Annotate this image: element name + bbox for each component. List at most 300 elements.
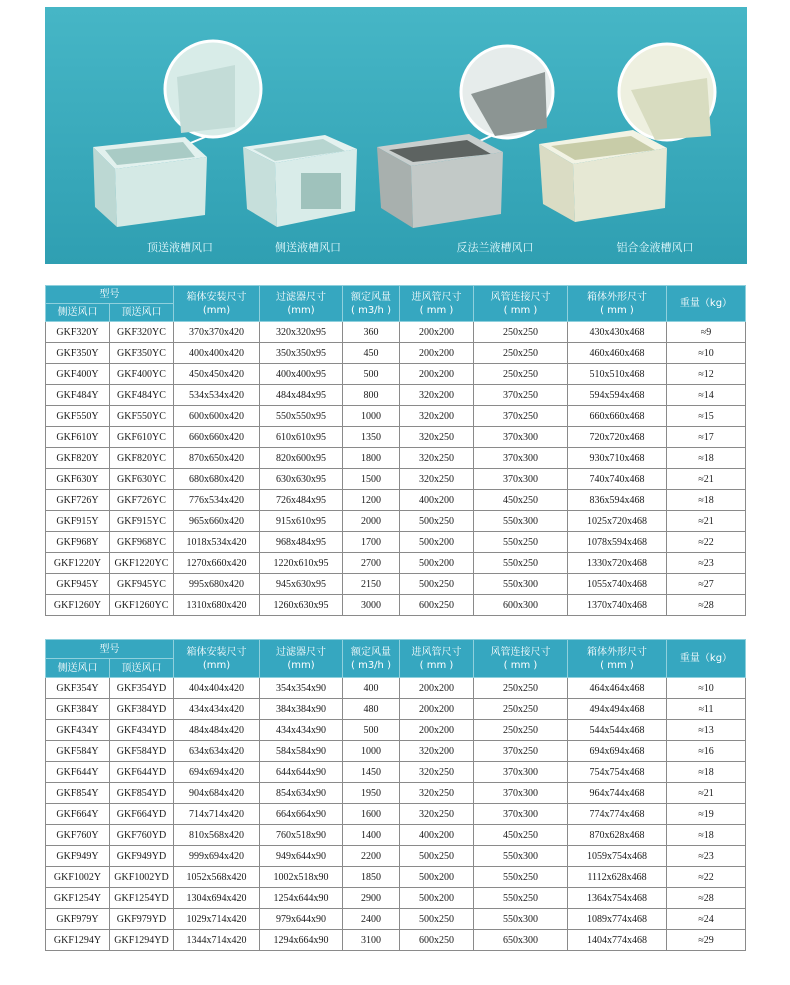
table-cell: 320x250: [400, 469, 474, 490]
table-cell: 600x600x420: [174, 406, 260, 427]
table-cell: GKF434YD: [110, 720, 174, 741]
table-cell: 500x200: [400, 532, 474, 553]
table-cell: 320x250: [400, 427, 474, 448]
table-cell: GKF664Y: [46, 804, 110, 825]
table-cell: 200x200: [400, 364, 474, 385]
table-cell: ≈19: [667, 804, 746, 825]
table-cell: 3000: [343, 595, 400, 616]
table-cell: 836x594x468: [568, 490, 667, 511]
table-cell: 400x200: [400, 825, 474, 846]
table-cell: GKF1260YC: [110, 595, 174, 616]
table-cell: 820x600x95: [260, 448, 343, 469]
table-cell: 400: [343, 678, 400, 699]
header-model: 型号: [46, 286, 174, 304]
table-cell: GKF968Y: [46, 532, 110, 553]
table-cell: 500x200: [400, 888, 474, 909]
table-cell: 1400: [343, 825, 400, 846]
table-cell: GKF610Y: [46, 427, 110, 448]
table-cell: GKF584YD: [110, 741, 174, 762]
table-cell: 644x644x90: [260, 762, 343, 783]
table-cell: 250x250: [474, 720, 568, 741]
table-cell: ≈29: [667, 930, 746, 951]
table-cell: GKF1254Y: [46, 888, 110, 909]
header-side: 侧送风口: [46, 659, 110, 678]
table-cell: GKF664YD: [110, 804, 174, 825]
header-model: 型号: [46, 640, 174, 659]
table-cell: 550x300: [474, 574, 568, 595]
header-filter: 过滤器尺寸 (mm): [260, 286, 343, 322]
table-cell: GKF484YC: [110, 385, 174, 406]
table-cell: 1310x680x420: [174, 595, 260, 616]
table-row: [46, 804, 746, 825]
table-cell: 370x300: [474, 448, 568, 469]
table-cell: GKF1254YD: [110, 888, 174, 909]
table-cell: 1330x720x468: [568, 553, 667, 574]
table-cell: 500x250: [400, 574, 474, 595]
table-cell: 800: [343, 385, 400, 406]
table-cell: 740x740x468: [568, 469, 667, 490]
table-cell: 584x584x90: [260, 741, 343, 762]
table-cell: 1000: [343, 741, 400, 762]
table-cell: 1059x754x468: [568, 846, 667, 867]
table-cell: 630x630x95: [260, 469, 343, 490]
table-row: [46, 511, 746, 532]
table-cell: ≈28: [667, 888, 746, 909]
table-cell: 1000: [343, 406, 400, 427]
table-cell: ≈15: [667, 406, 746, 427]
table-cell: ≈18: [667, 825, 746, 846]
table-cell: 404x404x420: [174, 678, 260, 699]
table-cell: 1270x660x420: [174, 553, 260, 574]
spec-table-1-body: [46, 322, 746, 616]
table-cell: 320x320x95: [260, 322, 343, 343]
table-row: [46, 343, 746, 364]
table-cell: 250x250: [474, 322, 568, 343]
table-cell: 550x250: [474, 532, 568, 553]
table-cell: ≈18: [667, 448, 746, 469]
table-cell: 500: [343, 720, 400, 741]
table-cell: 1254x644x90: [260, 888, 343, 909]
table-cell: GKF854Y: [46, 783, 110, 804]
table-cell: 500x250: [400, 846, 474, 867]
spec-table-1: [45, 285, 746, 616]
table-cell: GKF434Y: [46, 720, 110, 741]
table-cell: 1364x754x468: [568, 888, 667, 909]
table-cell: 450x450x420: [174, 364, 260, 385]
table-cell: 450x250: [474, 490, 568, 511]
table-cell: GKF1294Y: [46, 930, 110, 951]
product-image-aluminium: [535, 32, 735, 232]
table-cell: 200x200: [400, 699, 474, 720]
table-cell: 430x430x468: [568, 322, 667, 343]
table-cell: 694x694x420: [174, 762, 260, 783]
table-cell: GKF854YD: [110, 783, 174, 804]
caption-top-supply: 顶送液槽风口: [147, 241, 213, 254]
table-cell: 904x684x420: [174, 783, 260, 804]
table-cell: 2000: [343, 511, 400, 532]
table-cell: 500x250: [400, 909, 474, 930]
table-cell: 550x250: [474, 553, 568, 574]
table-cell: 760x518x90: [260, 825, 343, 846]
header-airflow: 额定风量 ( m3/h ): [343, 286, 400, 322]
table-cell: 1112x628x468: [568, 867, 667, 888]
table-cell: 600x250: [400, 595, 474, 616]
table-cell: 550x300: [474, 909, 568, 930]
table-cell: GKF949YD: [110, 846, 174, 867]
table-cell: 320x250: [400, 762, 474, 783]
table-cell: GKF945YC: [110, 574, 174, 595]
table-cell: GKF610YC: [110, 427, 174, 448]
table-cell: 870x628x468: [568, 825, 667, 846]
table-cell: ≈21: [667, 511, 746, 532]
table-cell: 1404x774x468: [568, 930, 667, 951]
table-cell: 2150: [343, 574, 400, 595]
table-cell: 400x200: [400, 490, 474, 511]
table-cell: 999x694x420: [174, 846, 260, 867]
table-cell: GKF726YC: [110, 490, 174, 511]
table-row: [46, 490, 746, 511]
table-cell: GKF979Y: [46, 909, 110, 930]
header-weight: 重量（kg）: [667, 640, 746, 678]
table-cell: ≈16: [667, 741, 746, 762]
table-cell: 600x300: [474, 595, 568, 616]
table-cell: ≈21: [667, 783, 746, 804]
table-cell: 1350: [343, 427, 400, 448]
table-cell: 200x200: [400, 678, 474, 699]
table-row: [46, 762, 746, 783]
table-cell: ≈22: [667, 532, 746, 553]
table-cell: 400x400x95: [260, 364, 343, 385]
table-cell: 200x200: [400, 343, 474, 364]
table-cell: 494x494x468: [568, 699, 667, 720]
table-cell: 995x680x420: [174, 574, 260, 595]
table-cell: ≈18: [667, 762, 746, 783]
table-cell: ≈18: [667, 490, 746, 511]
table-cell: 1018x534x420: [174, 532, 260, 553]
table-cell: 250x250: [474, 364, 568, 385]
header-top: 顶送风口: [110, 659, 174, 678]
table-cell: GKF384Y: [46, 699, 110, 720]
table-cell: 945x630x95: [260, 574, 343, 595]
table-cell: GKF760Y: [46, 825, 110, 846]
header-side: 侧送风口: [46, 304, 110, 322]
header-connect: 风管连接尺寸 ( mm ): [474, 640, 568, 678]
table-cell: ≈23: [667, 846, 746, 867]
table-cell: 250x250: [474, 699, 568, 720]
table-cell: 680x680x420: [174, 469, 260, 490]
table-row: [46, 867, 746, 888]
table-cell: 754x754x468: [568, 762, 667, 783]
table-cell: GKF400YC: [110, 364, 174, 385]
table-cell: 400x400x420: [174, 343, 260, 364]
table-cell: ≈24: [667, 909, 746, 930]
table-cell: 1304x694x420: [174, 888, 260, 909]
table-row: [46, 448, 746, 469]
table-cell: ≈27: [667, 574, 746, 595]
table-cell: 915x610x95: [260, 511, 343, 532]
table-cell: 484x484x420: [174, 720, 260, 741]
table-cell: 370x300: [474, 469, 568, 490]
table-cell: GKF949Y: [46, 846, 110, 867]
header-weight: 重量（kg）: [667, 286, 746, 322]
table-cell: GKF400Y: [46, 364, 110, 385]
table-cell: 370x370x420: [174, 322, 260, 343]
header-inlet: 进风管尺寸 ( mm ): [400, 286, 474, 322]
table-row: [46, 699, 746, 720]
table-cell: GKF550YC: [110, 406, 174, 427]
table-cell: 200x200: [400, 720, 474, 741]
table-cell: 964x744x468: [568, 783, 667, 804]
table-cell: 1700: [343, 532, 400, 553]
table-cell: 714x714x420: [174, 804, 260, 825]
table-cell: GKF1002Y: [46, 867, 110, 888]
header-outer: 箱体外形尺寸 ( mm ): [568, 640, 667, 678]
product-image-side-supply: [235, 117, 385, 237]
table-cell: GKF979YD: [110, 909, 174, 930]
table-row: [46, 406, 746, 427]
table-row: [46, 741, 746, 762]
table-cell: 720x720x468: [568, 427, 667, 448]
table-cell: 544x544x468: [568, 720, 667, 741]
table-row: [46, 553, 746, 574]
table-cell: 2700: [343, 553, 400, 574]
table-cell: GKF915YC: [110, 511, 174, 532]
table-cell: 600x250: [400, 930, 474, 951]
table-cell: 1370x740x468: [568, 595, 667, 616]
table-cell: 550x300: [474, 846, 568, 867]
table-cell: 1950: [343, 783, 400, 804]
header-connect: 风管连接尺寸 ( mm ): [474, 286, 568, 322]
table-cell: 854x634x90: [260, 783, 343, 804]
table-row: [46, 385, 746, 406]
table-cell: 776x534x420: [174, 490, 260, 511]
header-filter: 过滤器尺寸 (mm): [260, 640, 343, 678]
table-row: [46, 469, 746, 490]
table-cell: 500x250: [400, 511, 474, 532]
table-cell: 464x464x468: [568, 678, 667, 699]
table-cell: 1294x664x90: [260, 930, 343, 951]
table-cell: 1078x594x468: [568, 532, 667, 553]
table-cell: 1055x740x468: [568, 574, 667, 595]
table-cell: ≈11: [667, 699, 746, 720]
table-cell: 370x300: [474, 762, 568, 783]
table-cell: 949x644x90: [260, 846, 343, 867]
table-cell: 660x660x468: [568, 406, 667, 427]
table-cell: ≈9: [667, 322, 746, 343]
table-cell: 1850: [343, 867, 400, 888]
header-install: 箱体安装尺寸 (mm): [174, 286, 260, 322]
table-row: [46, 595, 746, 616]
table-cell: 664x664x90: [260, 804, 343, 825]
table-cell: 968x484x95: [260, 532, 343, 553]
table-cell: 500: [343, 364, 400, 385]
table-cell: 450x250: [474, 825, 568, 846]
table-cell: 460x460x468: [568, 343, 667, 364]
table-cell: GKF630YC: [110, 469, 174, 490]
table-cell: GKF1294YD: [110, 930, 174, 951]
table-cell: ≈13: [667, 720, 746, 741]
table-cell: 370x300: [474, 783, 568, 804]
table-cell: GKF354YD: [110, 678, 174, 699]
table-row: [46, 364, 746, 385]
table-cell: 3100: [343, 930, 400, 951]
table-cell: GKF1260Y: [46, 595, 110, 616]
table-cell: 320x250: [400, 783, 474, 804]
table-cell: 1344x714x420: [174, 930, 260, 951]
table-cell: GKF760YD: [110, 825, 174, 846]
table-cell: 550x250: [474, 867, 568, 888]
table-cell: 510x510x468: [568, 364, 667, 385]
table-cell: ≈17: [667, 427, 746, 448]
table-cell: ≈10: [667, 343, 746, 364]
table-cell: 484x484x95: [260, 385, 343, 406]
table-cell: GKF550Y: [46, 406, 110, 427]
table-cell: 650x300: [474, 930, 568, 951]
table-cell: 965x660x420: [174, 511, 260, 532]
table-cell: GKF1220Y: [46, 553, 110, 574]
table-cell: 434x434x90: [260, 720, 343, 741]
table-cell: GKF726Y: [46, 490, 110, 511]
table-cell: 979x644x90: [260, 909, 343, 930]
table-cell: GKF915Y: [46, 511, 110, 532]
table-cell: ≈14: [667, 385, 746, 406]
table-cell: 534x534x420: [174, 385, 260, 406]
table-cell: ≈22: [667, 867, 746, 888]
table-cell: GKF644Y: [46, 762, 110, 783]
table-row: [46, 720, 746, 741]
table-cell: 250x250: [474, 343, 568, 364]
table-cell: 726x484x95: [260, 490, 343, 511]
table-cell: 500x200: [400, 867, 474, 888]
table-cell: GKF484Y: [46, 385, 110, 406]
table-cell: ≈23: [667, 553, 746, 574]
header-airflow: 额定风量 ( m3/h ): [343, 640, 400, 678]
table-cell: 810x568x420: [174, 825, 260, 846]
table-cell: 1052x568x420: [174, 867, 260, 888]
table-cell: 2900: [343, 888, 400, 909]
table-cell: 610x610x95: [260, 427, 343, 448]
table-cell: GKF350YC: [110, 343, 174, 364]
table-row: [46, 322, 746, 343]
table-row: [46, 846, 746, 867]
table-cell: 370x300: [474, 427, 568, 448]
table-cell: 2200: [343, 846, 400, 867]
table-cell: GKF630Y: [46, 469, 110, 490]
table-cell: 354x354x90: [260, 678, 343, 699]
table-cell: 1002x518x90: [260, 867, 343, 888]
table-cell: ≈12: [667, 364, 746, 385]
table-cell: GKF350Y: [46, 343, 110, 364]
table-cell: 250x250: [474, 678, 568, 699]
table-cell: 384x384x90: [260, 699, 343, 720]
header-top: 顶送风口: [110, 304, 174, 322]
table-cell: 370x250: [474, 385, 568, 406]
product-banner: [45, 7, 747, 264]
table-cell: 1200: [343, 490, 400, 511]
table-cell: 2400: [343, 909, 400, 930]
table-cell: 200x200: [400, 322, 474, 343]
table-cell: 1800: [343, 448, 400, 469]
table-cell: GKF945Y: [46, 574, 110, 595]
table-cell: 320x200: [400, 741, 474, 762]
caption-aluminium: 铝合金液槽风口: [616, 241, 694, 254]
table-cell: GKF1002YD: [110, 867, 174, 888]
table-row: [46, 888, 746, 909]
table-cell: ≈10: [667, 678, 746, 699]
table-cell: 450: [343, 343, 400, 364]
table-cell: GKF820Y: [46, 448, 110, 469]
table-cell: GKF320Y: [46, 322, 110, 343]
table-cell: 360: [343, 322, 400, 343]
table-cell: 480: [343, 699, 400, 720]
table-cell: GKF584Y: [46, 741, 110, 762]
table-cell: 634x634x420: [174, 741, 260, 762]
spec-table-2: [45, 639, 746, 951]
header-inlet: 进风管尺寸 ( mm ): [400, 640, 474, 678]
header-outer: 箱体外形尺寸 ( mm ): [568, 286, 667, 322]
table-cell: 370x300: [474, 804, 568, 825]
table-cell: 660x660x420: [174, 427, 260, 448]
table-cell: GKF320YC: [110, 322, 174, 343]
table-cell: 1260x630x95: [260, 595, 343, 616]
table-row: [46, 574, 746, 595]
table-cell: 320x250: [400, 804, 474, 825]
table-cell: GKF1220YC: [110, 553, 174, 574]
table-cell: 1025x720x468: [568, 511, 667, 532]
table-cell: 1500: [343, 469, 400, 490]
table-row: [46, 532, 746, 553]
table-cell: 350x350x95: [260, 343, 343, 364]
table-cell: 320x200: [400, 406, 474, 427]
table-cell: 1450: [343, 762, 400, 783]
table-cell: ≈21: [667, 469, 746, 490]
table-row: [46, 678, 746, 699]
table-row: [46, 427, 746, 448]
table-cell: 550x550x95: [260, 406, 343, 427]
table-cell: GKF354Y: [46, 678, 110, 699]
table-cell: 930x710x468: [568, 448, 667, 469]
table-cell: GKF384YD: [110, 699, 174, 720]
table-cell: 1089x774x468: [568, 909, 667, 930]
table-cell: 320x250: [400, 448, 474, 469]
table-cell: 370x250: [474, 406, 568, 427]
caption-side-supply: 侧送液槽风口: [275, 241, 341, 254]
table-cell: GKF644YD: [110, 762, 174, 783]
table-cell: 594x594x468: [568, 385, 667, 406]
header-install: 箱体安装尺寸 (mm): [174, 640, 260, 678]
table-row: [46, 783, 746, 804]
table-cell: 774x774x468: [568, 804, 667, 825]
table-cell: GKF968YC: [110, 532, 174, 553]
table-cell: 550x250: [474, 888, 568, 909]
table-cell: 694x694x468: [568, 741, 667, 762]
table-cell: 320x200: [400, 385, 474, 406]
table-cell: 1029x714x420: [174, 909, 260, 930]
table-cell: ≈28: [667, 595, 746, 616]
table-cell: 870x650x420: [174, 448, 260, 469]
table-cell: 1600: [343, 804, 400, 825]
table-cell: 1220x610x95: [260, 553, 343, 574]
table-cell: GKF820YC: [110, 448, 174, 469]
table-cell: 370x250: [474, 741, 568, 762]
table-row: [46, 930, 746, 951]
table-row: [46, 825, 746, 846]
table-cell: 434x434x420: [174, 699, 260, 720]
table-row: [46, 909, 746, 930]
table-cell: 500x200: [400, 553, 474, 574]
spec-table-2-body: [46, 678, 746, 951]
table-cell: 550x300: [474, 511, 568, 532]
